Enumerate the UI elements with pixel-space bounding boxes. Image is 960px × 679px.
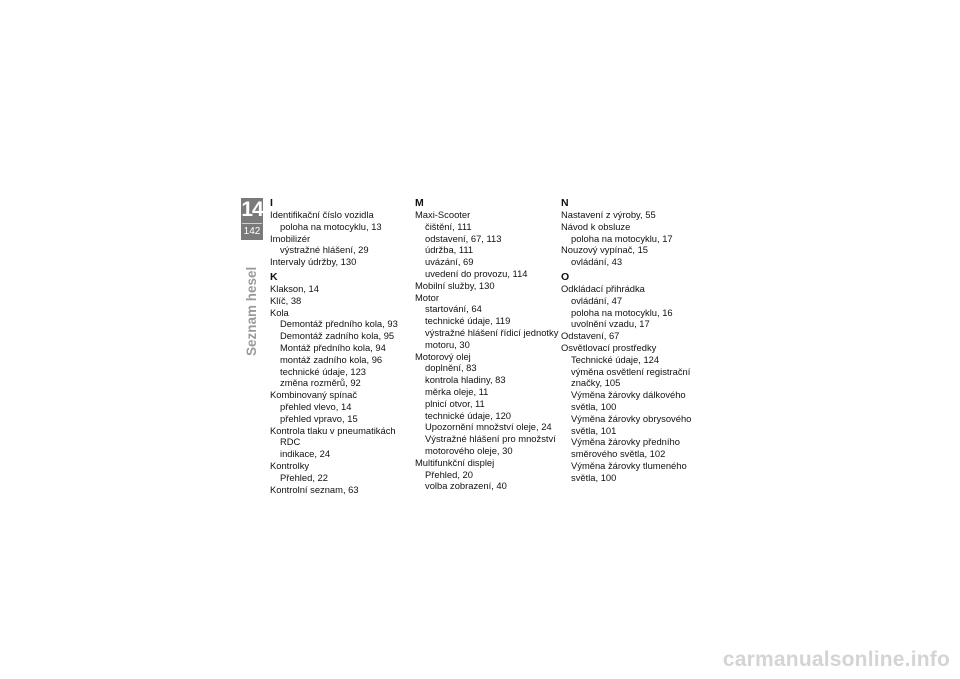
index-subentry: indikace, 24	[280, 448, 331, 460]
index-subentry: plnicí otvor, 11	[425, 397, 485, 409]
index-subentry: volba zobrazení, 40	[425, 480, 507, 492]
index-subentry: uvázání, 69	[425, 256, 474, 268]
index-subentry: poloha na motocyklu, 13	[280, 220, 382, 232]
index-subentry: přehled vpravo, 15	[280, 412, 358, 424]
index-subentry: výstražné hlášení, 29	[280, 244, 369, 256]
index-subentry: Upozornění množství oleje, 24	[425, 421, 552, 433]
index-entry: Klíč, 38	[270, 294, 302, 306]
index-letter-heading: O	[561, 270, 570, 283]
index-entry: Kontrola tlaku v pneumatikách	[270, 424, 396, 436]
index-subentry: startování, 64	[425, 303, 482, 315]
index-subentry: technické údaje, 123	[280, 365, 367, 377]
page-number: 142	[243, 226, 261, 237]
chapter-divider	[242, 223, 262, 224]
index-subentry: Přehled, 20	[425, 468, 473, 480]
index-subentry: přehled vlevo, 14	[280, 400, 352, 412]
index-subentry: Demontáž zadního kola, 95	[280, 330, 395, 342]
index-column-3	[561, 198, 711, 484]
index-subentry: poloha na motocyklu, 17	[571, 232, 673, 244]
index-subentry: údržba, 111	[425, 244, 474, 256]
index-entry: Multifunkční displej	[415, 456, 495, 468]
index-subentry: Výměna žárovky předního	[571, 436, 680, 448]
chapter-number: 14	[241, 198, 263, 221]
index-subentry: světla, 100	[571, 471, 617, 483]
index-entry: Klakson, 14	[270, 282, 319, 294]
index-entry: Odstavení, 67	[561, 330, 620, 342]
index-subentry: RDC	[280, 436, 301, 448]
index-entry: Návod k obsluze	[561, 220, 631, 232]
index-subentry: odstavení, 67, 113	[425, 232, 502, 244]
index-entry: Kola	[270, 306, 289, 318]
index-entry: Intervaly údržby, 130	[270, 256, 357, 268]
index-letter-heading: M	[415, 197, 424, 209]
index-entry: Nastavení z výroby, 55	[561, 209, 656, 220]
index-subentry: uvedení do provozu, 114	[425, 267, 528, 279]
index-subentry: technické údaje, 119	[425, 315, 511, 327]
index-subentry: poloha na motocyklu, 16	[571, 306, 673, 318]
index-subentry: Přehled, 22	[280, 471, 328, 483]
index-subentry: značky, 105	[571, 377, 621, 389]
index-entry: Odkládací přihrádka	[561, 282, 645, 294]
index-subentry: ovládání, 47	[571, 294, 623, 306]
index-subentry: výstražné hlášení řídicí jednotky	[425, 326, 559, 338]
index-subentry: Výměna žárovky tlumeného	[571, 459, 687, 471]
index-subentry: technické údaje, 120	[425, 409, 512, 421]
index-subentry: Technické údaje, 124	[571, 353, 660, 365]
index-entry: Mobilní služby, 130	[415, 279, 495, 291]
index-entry: Kontrolky	[270, 459, 310, 471]
index-subentry: doplnění, 83	[425, 362, 477, 374]
index-entry: Motor	[415, 291, 439, 303]
index-subentry: měrka oleje, 11	[425, 385, 489, 397]
index-letter-heading: K	[270, 270, 278, 283]
index-letter-heading: N	[561, 197, 569, 209]
index-subentry: motoru, 30	[425, 338, 470, 350]
index-entry: Imobilizér	[270, 232, 311, 244]
index-subentry: Demontáž předního kola, 93	[280, 318, 398, 330]
index-entry: Identifikační číslo vozidla	[270, 209, 374, 220]
index-subentry: ovládání, 43	[571, 256, 623, 268]
index-entry: Kontrolní seznam, 63	[270, 483, 359, 495]
index-subentry: výměna osvětlení registrační	[571, 365, 691, 377]
watermark: carmanualsonline.info	[722, 648, 950, 671]
index-letter-heading: I	[270, 197, 273, 209]
index-subentry: Výměna žárovky dálkového	[571, 389, 686, 401]
index-column-1	[270, 198, 420, 495]
index-entry: Motorový olej	[415, 350, 471, 362]
index-subentry: uvolnění vzadu, 17	[571, 318, 650, 330]
index-subentry: změna rozměrů, 92	[280, 377, 361, 389]
section-title: Seznam hesel	[244, 266, 259, 356]
index-entry: Kombinovaný spínač	[270, 389, 358, 401]
index-entry: Maxi-Scooter	[415, 209, 471, 220]
index-subentry: Montáž předního kola, 94	[280, 341, 386, 353]
index-subentry: světla, 100	[571, 400, 617, 412]
index-subentry: světla, 101	[571, 424, 617, 436]
index-entry: Nouzový vypínač, 15	[561, 244, 649, 256]
index-subentry: směrového světla, 102	[571, 448, 666, 460]
index-subentry: motorového oleje, 30	[425, 444, 513, 456]
index-column-2	[415, 198, 565, 492]
index-subentry: Výměna žárovky obrysového	[571, 412, 692, 424]
index-subentry: čištění, 111	[425, 220, 472, 232]
index-subentry: Výstražné hlášení pro množství	[425, 433, 556, 445]
index-subentry: montáž zadního kola, 96	[280, 353, 383, 365]
index-subentry: kontrola hladiny, 83	[425, 374, 506, 386]
index-entry: Osvětlovací prostředky	[561, 341, 657, 353]
